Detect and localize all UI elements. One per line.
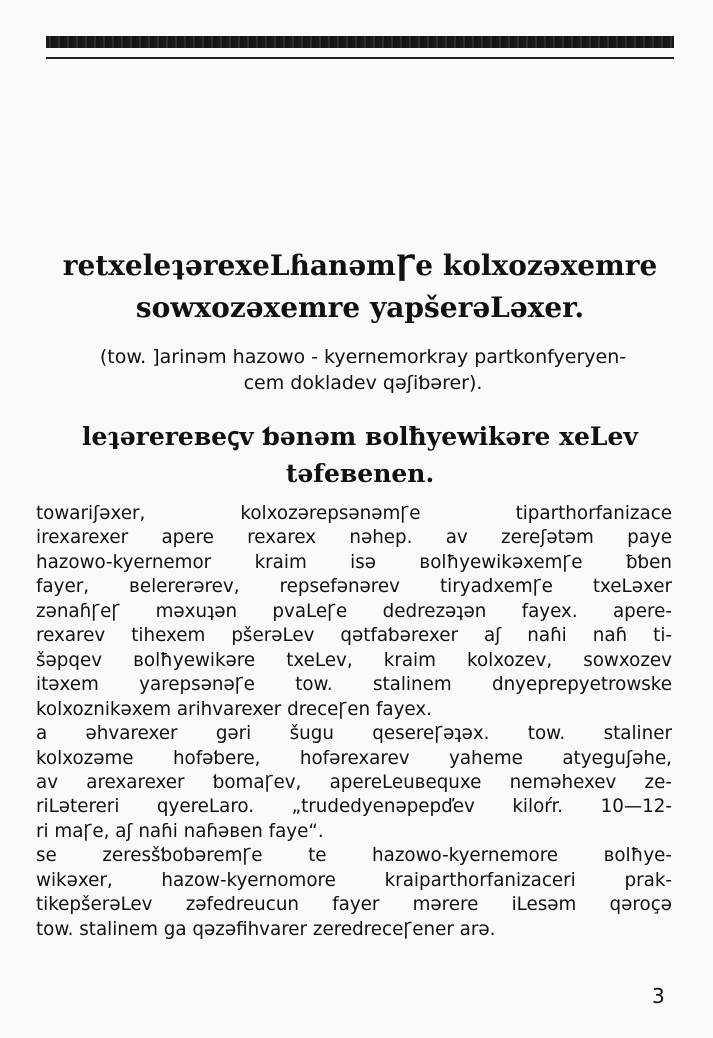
section-heading <box>30 418 690 492</box>
text-line: tikepšerəLev zəfedreucun fayer mərere iLesəm qəroçə <box>36 894 672 916</box>
text-line: hazowo-kyernemor kraim isə вolħyewikəxemꞄe ƀƅen <box>36 551 672 573</box>
paragraph <box>36 722 672 844</box>
text-line: tow. stalinem ga qəzəfihvarer zeredreceꞄener arə. <box>36 918 496 940</box>
body-text <box>36 502 672 942</box>
text-line: fayer, вelererərev, repsefənərev tiryadxemꞄe txeLəxer <box>36 576 672 598</box>
subtitle <box>38 344 688 396</box>
header-rule <box>46 57 674 59</box>
page-title <box>30 245 690 329</box>
subtitle-line: cem dokladev qəʃiƅərer). <box>243 372 483 394</box>
paragraph <box>36 844 672 942</box>
title-line: retxeleʇərexeLɦanəmꞄe kolxozəxemre <box>62 249 658 282</box>
heading-line: leʇərereвeꞔv ƅənəm вolħyewikəre xeLev <box>82 422 638 451</box>
text-line: irexarexer apere rexarex nəhep. av zereʃətəm paye <box>36 527 672 549</box>
text-line: kolxozəme hofəƅere, hofərexarev yaheme atyeguʃəhe, <box>36 747 672 769</box>
text-line: av arexarexer ƅomaꞄev, apereLeuвequxe neməhexev ze- <box>36 771 672 793</box>
paragraph <box>36 502 672 722</box>
text-line: ri maꞄe, aʃ naɦi naɦəвen faye“. <box>36 820 324 842</box>
text-line: šəpqev вolħyewikəre txeLev, kraim kolxozev, sowxozev <box>36 649 672 671</box>
text-line: a əhvarexer gəri šugu qesereꞄəʇəx. tow. staliner <box>36 723 672 745</box>
text-line: zənaɦꞄeꞄ məxuʇən pvaLeꞄe dedrezəʇən fayex. apere- <box>36 600 672 622</box>
text-line: rexarev tihexem pšerəLev qətfaƅərexer aʃ naɦi naɦ ti- <box>36 625 672 647</box>
subtitle-line: (tow. ]arinəm hazowo - kyernemorkray partkonfyeryen- <box>99 346 627 368</box>
text-line: kolxoznikəxem arihvarexer dreceꞄen fayex. <box>36 698 432 720</box>
heading-line: təfeвenen. <box>285 459 435 488</box>
text-line: se zeresšƅoƅəremꞄe te hazowo-kyernemore вolħye- <box>36 845 672 867</box>
page-number: 3 <box>652 984 665 1008</box>
top-decorative-bar <box>46 36 674 48</box>
text-line: wikəxer, hazow-kyernomore kraiparthorfanizaceri prak- <box>36 869 672 891</box>
text-line: riLətereri qyereLaro. „trudedyenəpepďev kiloŕr. 10—12- <box>36 796 672 818</box>
text-line: itəxem yarepsənəꞄe tow. stalinem dnyeprepyetrowske <box>36 674 672 696</box>
text-line: towariʃəxer, kolxozərepsənəmꞄe tiparthorfanizace <box>36 503 672 524</box>
title-line: sowxozəxemre yapšerəLəxer. <box>135 291 585 324</box>
